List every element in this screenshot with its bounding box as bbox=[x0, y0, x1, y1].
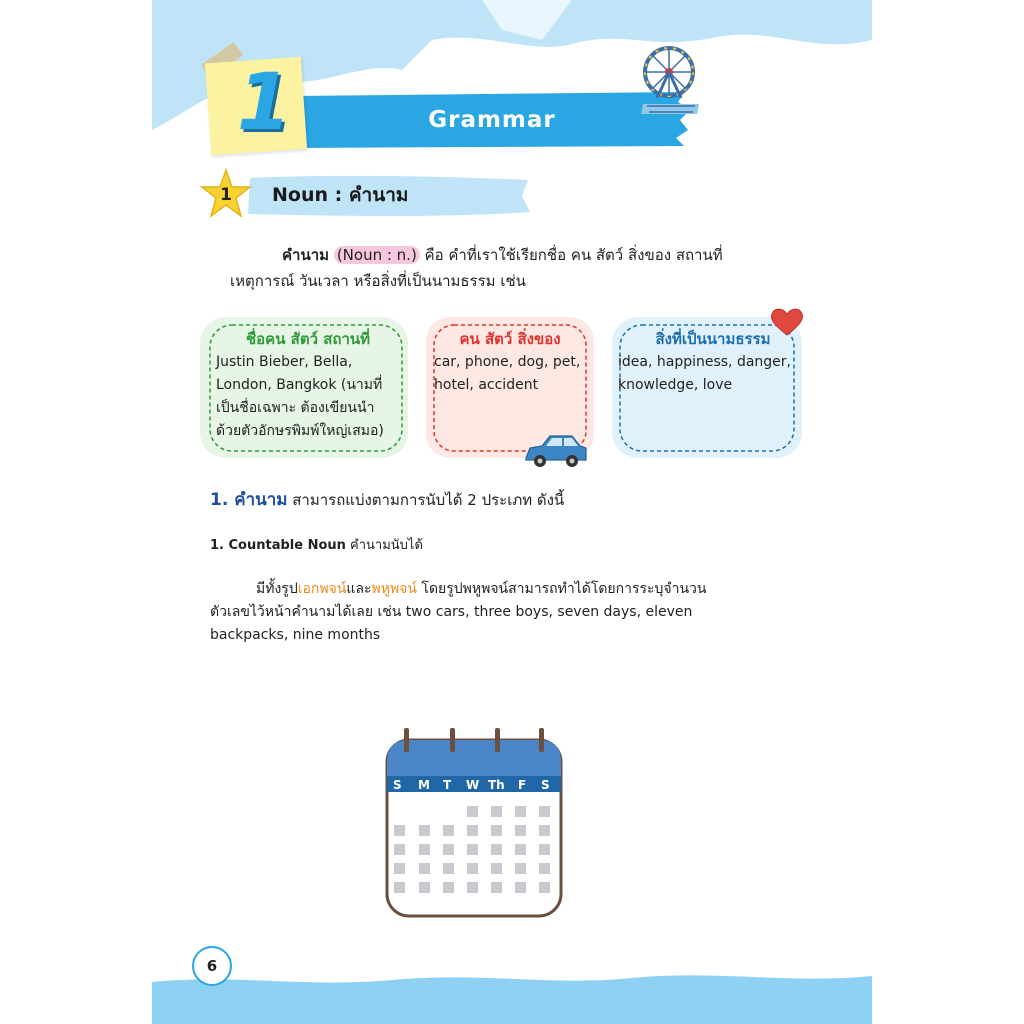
calendar-date-cell bbox=[443, 882, 454, 893]
point-2-text: คำนามนับได้ bbox=[345, 538, 423, 553]
box-body: Justin Bieber, Bella, London, Bangkok (นามที่เป็นชื่อเฉพาะ ต้องเขียนนำด้วยตัวอักษรพิมพ์ใหญ่เสมอ) bbox=[216, 354, 384, 439]
ferris-wheel-icon bbox=[637, 42, 701, 122]
calendar-date-cell bbox=[491, 806, 502, 817]
calendar-date-cell bbox=[467, 863, 478, 874]
calendar-date-cell bbox=[419, 882, 430, 893]
chapter-number: 1 bbox=[236, 58, 292, 148]
book-page bbox=[152, 0, 872, 1024]
page-number: 6 bbox=[192, 946, 232, 986]
box-body: idea, happiness, danger, knowledge, love bbox=[618, 354, 792, 393]
intro-paragraph bbox=[230, 242, 770, 294]
chapter-title: Grammar bbox=[428, 107, 556, 133]
calendar-date-cell bbox=[443, 825, 454, 836]
calendar-date-cell bbox=[394, 825, 405, 836]
calendar-date-cell bbox=[491, 882, 502, 893]
box-title: ชื่อคน สัตว์ สถานที่ bbox=[245, 330, 371, 348]
point-1 bbox=[210, 488, 770, 512]
para-part3: โดยรูปพหูพจน์สามารถทำได้โดยการระบุจำนวนตัวเลขไว้หน้าคำนามได้เลย เช่น two cars, three boys, seven days, eleven backpacks, nine months bbox=[210, 581, 707, 643]
calendar-date-cell bbox=[491, 825, 502, 836]
calendar-date-cell bbox=[491, 863, 502, 874]
calendar-date-cell bbox=[515, 863, 526, 874]
para-singular: เอกพจน์ bbox=[297, 581, 347, 597]
intro-text-line1: คือ คำที่เราใช้เรียกชื่อ คน สัตว์ สิ่งของ สถานที่ bbox=[419, 246, 723, 264]
calendar-date-cell bbox=[467, 825, 478, 836]
intro-text-line2: เหตุการณ์ วันเวลา หรือสิ่งที่เป็นนามธรรม เช่น bbox=[230, 272, 526, 290]
calendar-date-cell bbox=[394, 844, 405, 855]
box-title: สิ่งที่เป็นนามธรรม bbox=[655, 330, 771, 348]
point-1-lead: 1. คำนาม bbox=[210, 490, 288, 510]
day-sat: S bbox=[541, 778, 550, 792]
day-sun: S bbox=[393, 778, 402, 792]
box-body: car, phone, dog, pet, hotel, accident bbox=[434, 354, 581, 393]
heart-icon bbox=[770, 307, 804, 337]
calendar-date-cell bbox=[491, 844, 502, 855]
section-number: 1 bbox=[220, 185, 232, 205]
calendar-date-cell bbox=[539, 882, 550, 893]
calendar-date-cell bbox=[539, 825, 550, 836]
car-icon bbox=[522, 430, 590, 472]
day-thu: Th bbox=[488, 778, 505, 792]
calendar-date-cell bbox=[394, 882, 405, 893]
sky-background-bottom bbox=[152, 960, 872, 1024]
intro-abbreviation: (Noun : n.) bbox=[334, 246, 420, 264]
calendar-date-cell bbox=[443, 863, 454, 874]
calendar-date-cell bbox=[515, 825, 526, 836]
calendar-date-cell bbox=[467, 882, 478, 893]
day-mon: M bbox=[418, 778, 430, 792]
intro-term: คำนาม bbox=[282, 246, 330, 264]
para-part1: มีทั้งรูป bbox=[256, 581, 298, 597]
calendar-date-cell bbox=[539, 863, 550, 874]
calendar-date-cell bbox=[515, 844, 526, 855]
category-box-names bbox=[198, 315, 410, 455]
calendar-date-cell bbox=[539, 806, 550, 817]
calendar-date-cell bbox=[515, 806, 526, 817]
calendar-date-cell bbox=[419, 844, 430, 855]
day-fri: F bbox=[518, 778, 527, 792]
calendar-date-cell bbox=[515, 882, 526, 893]
calendar-date-cell bbox=[467, 844, 478, 855]
point-2-lead: 1. Countable Noun bbox=[210, 538, 346, 553]
calendar-date-cell bbox=[419, 825, 430, 836]
box-title: คน สัตว์ สิ่งของ bbox=[459, 330, 561, 348]
day-tue: T bbox=[443, 778, 452, 792]
section-title: Noun : คำนาม bbox=[272, 184, 409, 206]
calendar-date-cell bbox=[419, 863, 430, 874]
point-2 bbox=[210, 534, 770, 558]
day-wed: W bbox=[466, 778, 480, 792]
calendar-date-cell bbox=[443, 844, 454, 855]
para-plural: พหูพจน์ bbox=[371, 581, 417, 597]
countable-noun-paragraph bbox=[210, 578, 710, 647]
calendar-icon bbox=[384, 726, 564, 920]
point-1-text: สามารถแบ่งตามการนับได้ 2 ประเภท ดังนี้ bbox=[287, 491, 565, 509]
calendar-date-cell bbox=[539, 844, 550, 855]
calendar-date-cell bbox=[467, 806, 478, 817]
calendar-date-cell bbox=[394, 863, 405, 874]
para-part2: และ bbox=[346, 581, 372, 597]
